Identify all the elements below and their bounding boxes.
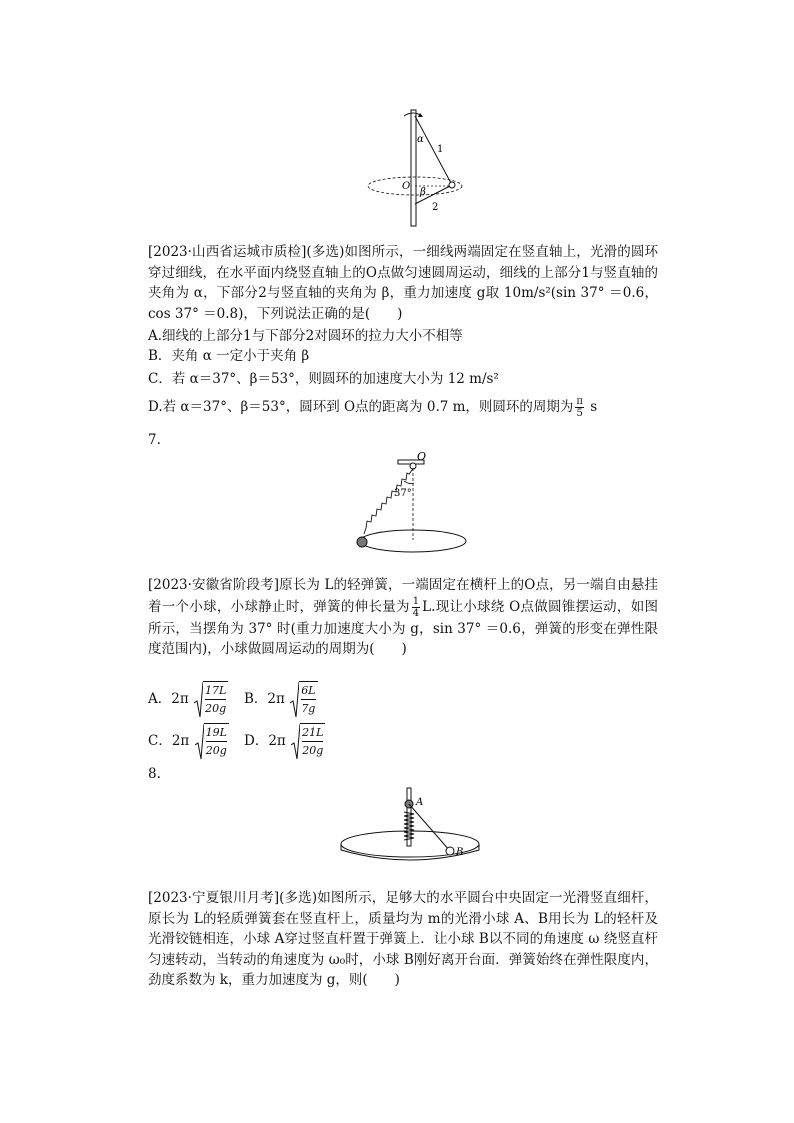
label-B: B <box>456 847 464 858</box>
sqrt-numerator: 17L <box>205 682 226 700</box>
q8-number: 8. <box>148 766 161 782</box>
q7-option-d <box>244 723 325 760</box>
label-O: O <box>417 450 427 463</box>
sqrt-denominator: 20g <box>205 702 227 715</box>
q8-stem: [2023·宁夏银川月考](多选)如图所示，足够大的水平圆台中央固定一光滑竖直细杆，原长为 L的轻质弹簧套在竖直杆上，质量均为 m的光滑小球 A、B用长为 L的轻杆及光滑铰链相连，小球 A穿过竖直杆置于弹簧上．让小球 B以不同的角速度 ω 绕竖直杆匀速转动，当转动的角速度为 ω₀时，小球 B刚好离开台面．弹簧始终在弹性限度内，劲度系数为 k，重力加速度为 g，则( ) <box>148 890 658 988</box>
label-A: A <box>416 797 424 808</box>
label-1: 1 <box>437 144 444 155</box>
label-angle: 37° <box>394 488 412 499</box>
frac-numerator: 1 <box>412 595 420 607</box>
q7-number: 7. <box>148 432 161 448</box>
sqrt-denominator: 20g <box>205 744 227 757</box>
q6-option-d-unit: s <box>586 399 598 415</box>
label-2: 2 <box>432 202 439 213</box>
sqrt-numerator: 19L <box>206 724 227 742</box>
sqrt-numerator: 6L <box>301 682 315 700</box>
arrow-head-icon <box>418 113 423 117</box>
q7-option-c <box>148 723 229 760</box>
sqrt-numerator: 21L <box>302 724 323 742</box>
q6-option-d-text: D.若 α＝37°、β＝53°，圆环到 O点的距离为 0.7 m，则圆环的周期为 <box>148 399 574 415</box>
q6-option-d <box>148 396 597 419</box>
ball-B <box>446 847 454 855</box>
q7-stem-part1: [2023·安徽省阶段考]原长为 L的轻弹簧，一端固定在横杆上的O点，另一端自由悬挂着一个小球，小球静止时，弹簧的伸长量为 <box>148 577 658 615</box>
option-label: C．2π <box>148 733 190 749</box>
q6-option-c: C．若 α＝37°、β＝53°，则圆环的加速度大小为 12 m/s² <box>148 371 499 387</box>
option-label: A．2π <box>148 691 189 707</box>
sqrt-denominator: 7g <box>301 702 316 715</box>
q7-option-b <box>244 681 318 718</box>
spring <box>364 469 413 534</box>
q6-option-d-fraction <box>575 396 584 419</box>
option-label: B．2π <box>244 691 285 707</box>
figure-conical-ring <box>360 100 480 232</box>
q7-stem-fraction <box>412 596 420 619</box>
frac-denominator: 5 <box>576 408 583 419</box>
sqrt <box>291 723 325 760</box>
q7-option-a <box>148 681 228 718</box>
q7-stem-part2: L.现让小球绕 O点做圆锥摆运动，如图所示，当摆角为 37° 时(重力加速度大小为 g，sin 37° ＝0.6，弹簧的形变在弹性限度范围内)，小球做圆周运动的周期为( ) <box>148 598 658 657</box>
sqrt <box>290 681 317 718</box>
q6-option-b: B．夹角 α 一定小于夹角 β <box>148 348 310 364</box>
sqrt <box>194 681 228 718</box>
figure-spring-pendulum <box>350 450 480 562</box>
ring <box>449 182 455 188</box>
frac-denominator: 4 <box>412 607 420 619</box>
label-alpha: α <box>417 134 424 145</box>
ball <box>357 537 367 547</box>
sqrt <box>195 723 229 760</box>
figure-rotating-platform <box>338 782 500 872</box>
q7-stem <box>148 575 658 660</box>
label-O: O <box>402 181 411 192</box>
frac-numerator: π <box>576 396 583 407</box>
vertical-axis <box>411 110 416 226</box>
sqrt-denominator: 20g <box>302 744 324 757</box>
q6-stem: [2023·山西省运城市质检](多选)如图所示，一细线两端固定在竖直轴上，光滑的圆环穿过细线，在水平面内绕竖直轴上的O点做匀速圆周运动，细线的上部分1与竖直轴的夹角为 α，下部分2与竖直轴的夹角为 β，重力加速度 g取 10m/s²(sin 37° ＝0.6，cos 37° ＝0.8)，下列说法正确的是( ) <box>148 244 658 322</box>
string-1 <box>415 116 452 185</box>
option-label: D．2π <box>244 733 286 749</box>
q6-option-a: A.细线的上部分1与下部分2对圆环的拉力大小不相等 <box>148 328 463 344</box>
angle-arc <box>404 481 414 484</box>
label-beta: β <box>420 187 426 198</box>
